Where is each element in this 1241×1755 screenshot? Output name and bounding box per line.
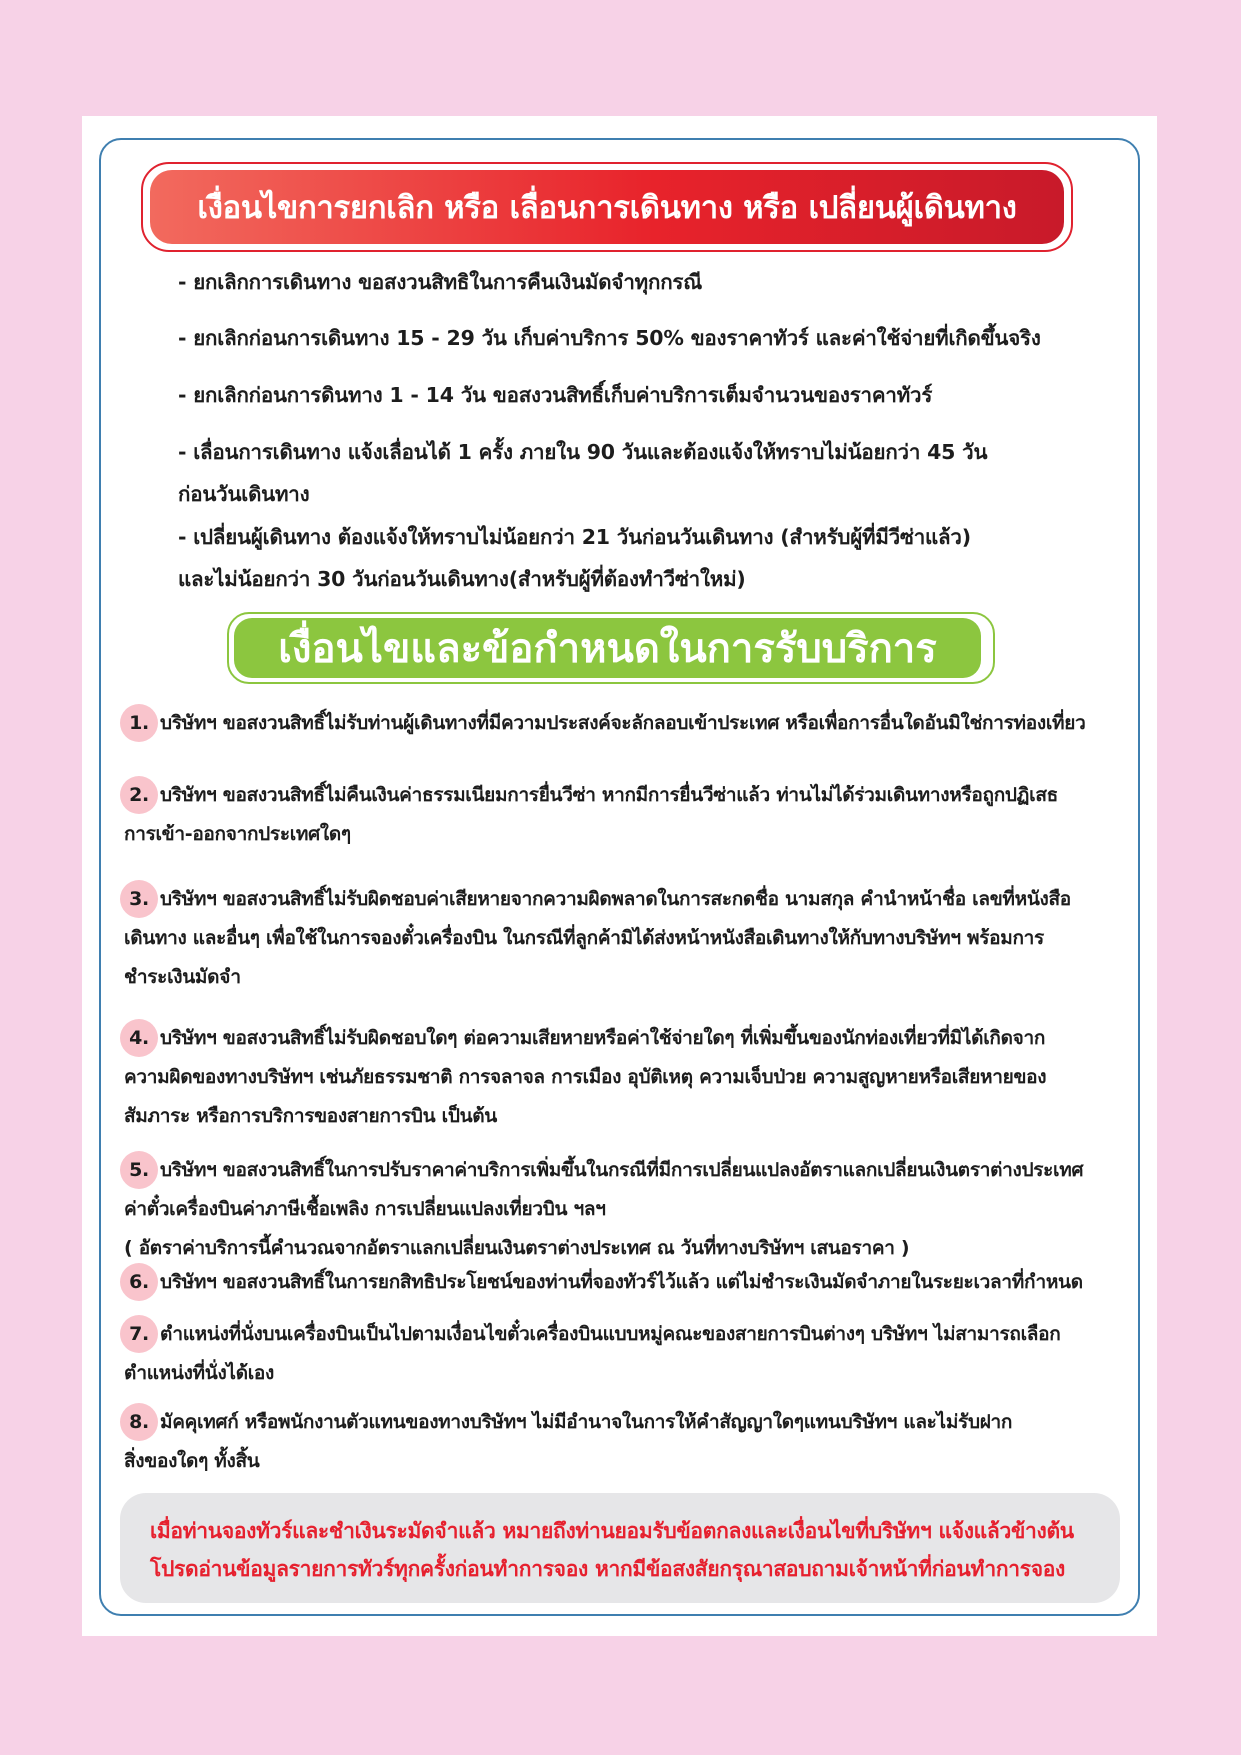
term-number-badge: 6. (120, 1263, 158, 1301)
notice-line-2: โปรดอ่านข้อมูลรายการทัวร์ทุกครั้งก่อนทำการจอง หากมีข้อสงสัยกรุณาสอบถามเจ้าหน้าที่ก่อนทำการจอง (150, 1557, 1065, 1581)
term-line: ชำระเงินมัดจำ (124, 966, 241, 988)
term-line: การเข้า-ออกจากประเทศใดๆ (124, 823, 351, 845)
term-text: มัคคุเทศก์ หรือพนักงานตัวแทนของทางบริษัทฯ ไม่มีอำนาจในการให้คำสัญญาใดๆแทนบริษัทฯ และไม่รับฝาก (160, 1411, 1013, 1433)
term-item-8 (124, 1403, 1134, 1481)
terms-title: เงื่อนไขและข้อกำหนดในการรับบริการ (278, 626, 937, 672)
term-number-badge: 3. (120, 880, 158, 918)
content-frame (99, 138, 1140, 1616)
term-text: บริษัทฯ ขอสงวนสิทธิ์ไม่รับผิดชอบค่าเสียหายจากความผิดพลาดในการสะกดชื่อ นามสกุล คำนำหน้าชื่อ เลขที่หนังสือ (160, 888, 1071, 910)
term-line: ตำแหน่งที่นั่งได้เอง (124, 1362, 275, 1384)
term-number-badge: 7. (120, 1315, 158, 1353)
term-item-7 (124, 1315, 1134, 1393)
term-line (124, 1403, 1134, 1442)
term-item-3 (124, 880, 1134, 997)
term-line (124, 1019, 1134, 1058)
term-number-badge: 4. (120, 1019, 158, 1057)
terms-header-banner (234, 618, 981, 678)
term-item-4 (124, 1019, 1134, 1136)
term-text: บริษัทฯ ขอสงวนสิทธิ์ในการยกสิทธิประโยชน์ของท่านที่จองทัวร์ไว้แล้ว แต่ไม่ชำระเงินมัดจำภายในระยะเวลาที่กำหนด (160, 1271, 1083, 1293)
term-line: สิ่งของใดๆ ทั้งสิ้น (124, 1450, 260, 1472)
term-text: บริษัทฯ ขอสงวนสิทธิ์ในการปรับราคาค่าบริการเพิ่มขึ้นในกรณีที่มีการเปลี่ยนแปลงอัตราแลกเปลี่ยนเงินตราต่างประเทศ (160, 1159, 1084, 1181)
cancellation-item: - เลื่อนการเดินทาง แจ้งเลื่อนได้ 1 ครั้ง ภายใน 90 วันและต้องแจ้งให้ทราบไม่น้อยกว่า 45 วัน (178, 440, 988, 464)
cancellation-title: เงื่อนไขการยกเลิก หรือ เลื่อนการเดินทาง หรือ เปลี่ยนผู้เดินทาง (197, 190, 1017, 226)
term-line (124, 1315, 1134, 1354)
term-line (124, 704, 1134, 743)
term-line: ความผิดของทางบริษัทฯ เช่นภัยธรรมชาติ การจลาจล การเมือง อุบัติเหตุ ความเจ็บป่วย ความสูญหายหรือเสียหายของ (124, 1066, 1047, 1088)
booking-notice-box (120, 1493, 1120, 1603)
cancellation-item: - ยกเลิกก่อนการดินทาง 1 - 14 วัน ขอสงวนสิทธิ์เก็บค่าบริการเต็มจำนวนของราคาทัวร์ (178, 383, 933, 407)
term-text: บริษัทฯ ขอสงวนสิทธิ์ไม่รับท่านผู้เดินทางที่มีความประสงค์จะลักลอบเข้าประเทศ หรือเพื่อการอื่นใดอันมิใช่การท่องเที่ยว (160, 712, 1086, 734)
term-item-1 (124, 704, 1134, 743)
term-item-2 (124, 776, 1134, 854)
term-number-badge: 5. (120, 1151, 158, 1189)
cancellation-header-banner (150, 170, 1064, 244)
cancellation-header (141, 162, 1073, 252)
term-line (124, 880, 1134, 919)
term-line (124, 1263, 1134, 1302)
cancellation-item: ก่อนวันเดินทาง (178, 482, 310, 506)
term-text: บริษัทฯ ขอสงวนสิทธิ์ไม่คืนเงินค่าธรรมเนียมการยื่นวีซ่า หากมีการยื่นวีซ่าแล้ว ท่านไม่ได้ร่วมเดินทางหรือถูกปฏิเสธ (160, 784, 1058, 806)
term-text: ตำแหน่งที่นั่งบนเครื่องบินเป็นไปตามเงื่อนไขตั๋วเครื่องบินแบบหมู่คณะของสายการบินต่างๆ บริษัทฯ ไม่สามารถเลือก (160, 1323, 1061, 1345)
term-item-6 (124, 1263, 1134, 1302)
term-line: สัมภาระ หรือการบริการของสายการบิน เป็นต้น (124, 1105, 497, 1127)
term-number-badge: 2. (120, 776, 158, 814)
term-number-badge: 8. (120, 1403, 158, 1441)
term-item-5 (124, 1151, 1134, 1268)
term-line (124, 1151, 1134, 1190)
term-line: ( อัตราค่าบริการนี้คำนวณจากอัตราแลกเปลี่ยนเงินตราต่างประเทศ ณ วันที่ทางบริษัทฯ เสนอราคา ) (124, 1237, 910, 1259)
term-line: เดินทาง และอื่นๆ เพื่อใช้ในการจองตั๋วเครื่องบิน ในกรณีที่ลูกค้ามิได้ส่งหน้าหนังสือเดินทางให้กับทางบริษัทฯ พร้อมการ (124, 927, 1044, 949)
terms-header (227, 612, 995, 684)
cancellation-item: - เปลี่ยนผู้เดินทาง ต้องแจ้งให้ทราบไม่น้อยกว่า 21 วันก่อนวันเดินทาง (สำหรับผู้ที่มีวีซ่าแล้ว) (178, 525, 971, 549)
cancellation-item: และไม่น้อยกว่า 30 วันก่อนวันเดินทาง(สำหรับผู้ที่ต้องทำวีซ่าใหม่) (178, 567, 746, 591)
term-line: ค่าตั๋วเครื่องบินค่าภาษีเชื้อเพลิง การเปลี่ยนแปลงเที่ยวบิน ฯลฯ (124, 1198, 606, 1220)
notice-line-1: เมื่อท่านจองทัวร์และชำเงินระมัดจำแล้ว หมายถึงท่านยอมรับข้อตกลงและเงื่อนไขที่บริษัทฯ แจ้งแล้วข้างต้น (150, 1519, 1074, 1543)
term-text: บริษัทฯ ขอสงวนสิทธิ์ไม่รับผิดชอบใดๆ ต่อความเสียหายหรือค่าใช้จ่ายใดๆ ที่เพิ่มขึ้นของนักท่องเที่ยวที่มิได้เกิดจาก (160, 1027, 1046, 1049)
term-number-badge: 1. (120, 704, 158, 742)
cancellation-item: - ยกเลิกก่อนการเดินทาง 15 - 29 วัน เก็บค่าบริการ 50% ของราคาทัวร์ และค่าใช้จ่ายที่เกิดขึ้นจริง (178, 326, 1041, 350)
cancellation-item: - ยกเลิกการเดินทาง ขอสงวนสิทธิในการคืนเงินมัดจำทุกกรณี (178, 270, 703, 294)
document-sheet (82, 116, 1157, 1636)
term-line (124, 776, 1134, 815)
